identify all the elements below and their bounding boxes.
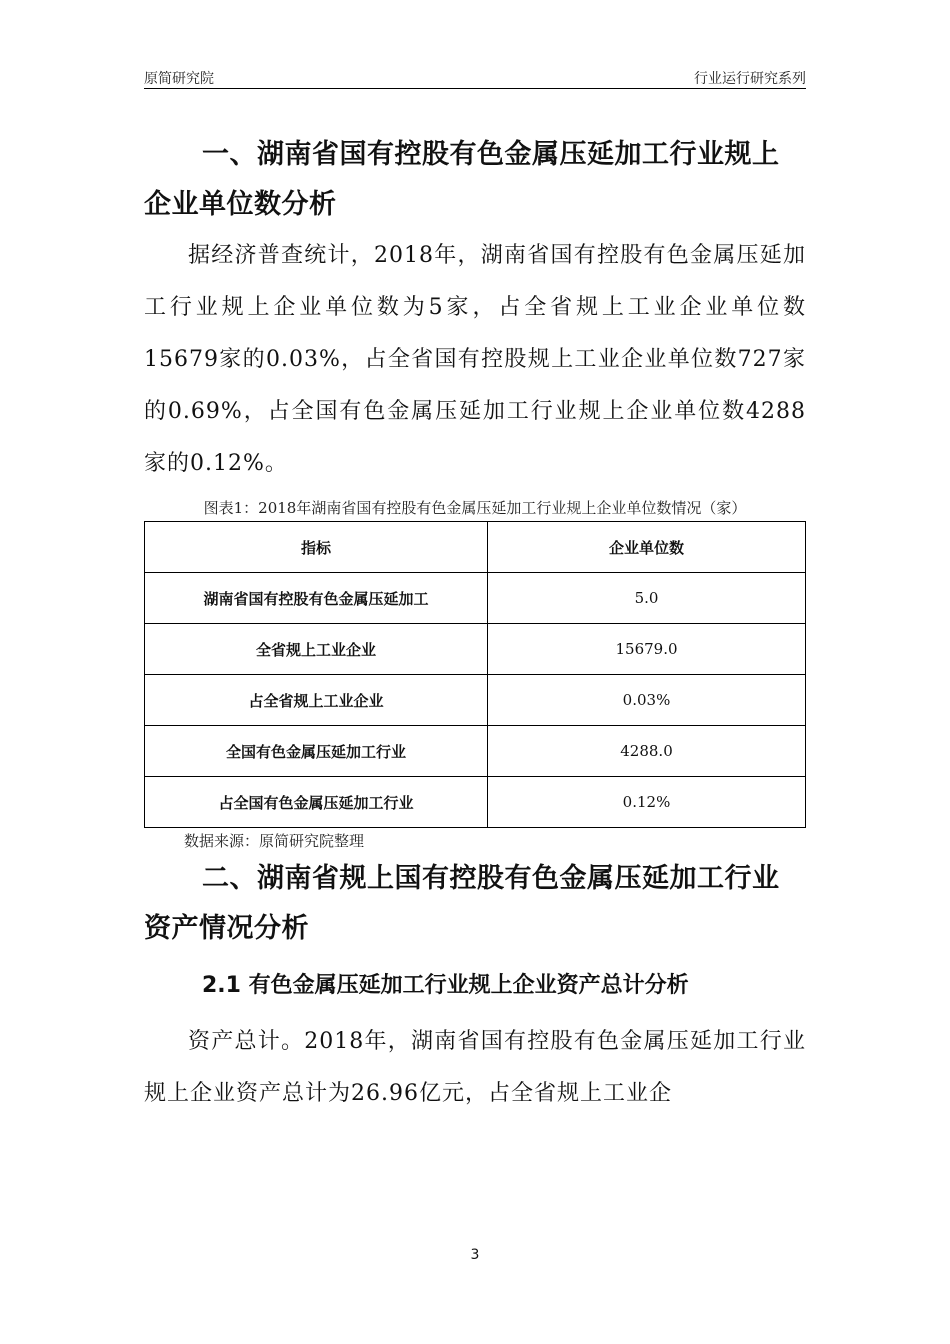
row-label: 占全国有色金属压延加工行业 — [145, 777, 488, 828]
header-series-name: 行业运行研究系列 — [694, 71, 806, 87]
table-row — [145, 573, 806, 624]
enterprise-count-table — [144, 521, 806, 828]
header-divider — [144, 88, 806, 89]
row-value: 15679.0 — [488, 624, 806, 675]
row-label: 占全省规上工业企业 — [145, 675, 488, 726]
row-value: 5.0 — [488, 573, 806, 624]
table-row — [145, 726, 806, 777]
table-row — [145, 675, 806, 726]
page-number: 3 — [470, 1247, 480, 1263]
table-caption: 图表1：2018年湖南省国有控股有色金属压延加工行业规上企业单位数情况（家） — [203, 499, 747, 517]
section-2-paragraph: 资产总计。2018年，湖南省国有控股有色金属压延加工行业规上企业资产总计为26.96亿元，占全省规上工业企 — [144, 1029, 806, 1106]
section-2-1-subtitle: 2.1 有色金属压延加工行业规上企业资产总计分析 — [202, 973, 689, 998]
row-value: 0.12% — [488, 777, 806, 828]
section-1-title: 一、湖南省国有控股有色金属压延加工行业规上企业单位数分析 — [144, 139, 780, 220]
page-content — [144, 130, 806, 1120]
row-label: 全省规上工业企业 — [145, 624, 488, 675]
table-row — [145, 624, 806, 675]
table-row — [145, 777, 806, 828]
row-label: 湖南省国有控股有色金属压延加工 — [145, 573, 488, 624]
row-value: 4288.0 — [488, 726, 806, 777]
section-1-paragraph: 据经济普查统计，2018年，湖南省国有控股有色金属压延加工行业规上企业单位数为5家，占全省规上工业企业单位数15679家的0.03%，占全省国有控股规上工业企业单位数727家的0.69%，占全国有色金属压延加工行业规上企业单位数4288家的0.12%。 — [144, 243, 806, 476]
row-label: 全国有色金属压延加工行业 — [145, 726, 488, 777]
header-org-name: 原简研究院 — [144, 71, 214, 87]
table-header-row — [145, 522, 806, 573]
table-source-note: 数据来源：原简研究院整理 — [184, 832, 365, 850]
column-header-indicator: 指标 — [145, 522, 488, 573]
column-header-count: 企业单位数 — [488, 522, 806, 573]
section-2-title: 二、湖南省规上国有控股有色金属压延加工行业资产情况分析 — [144, 863, 780, 944]
row-value: 0.03% — [488, 675, 806, 726]
